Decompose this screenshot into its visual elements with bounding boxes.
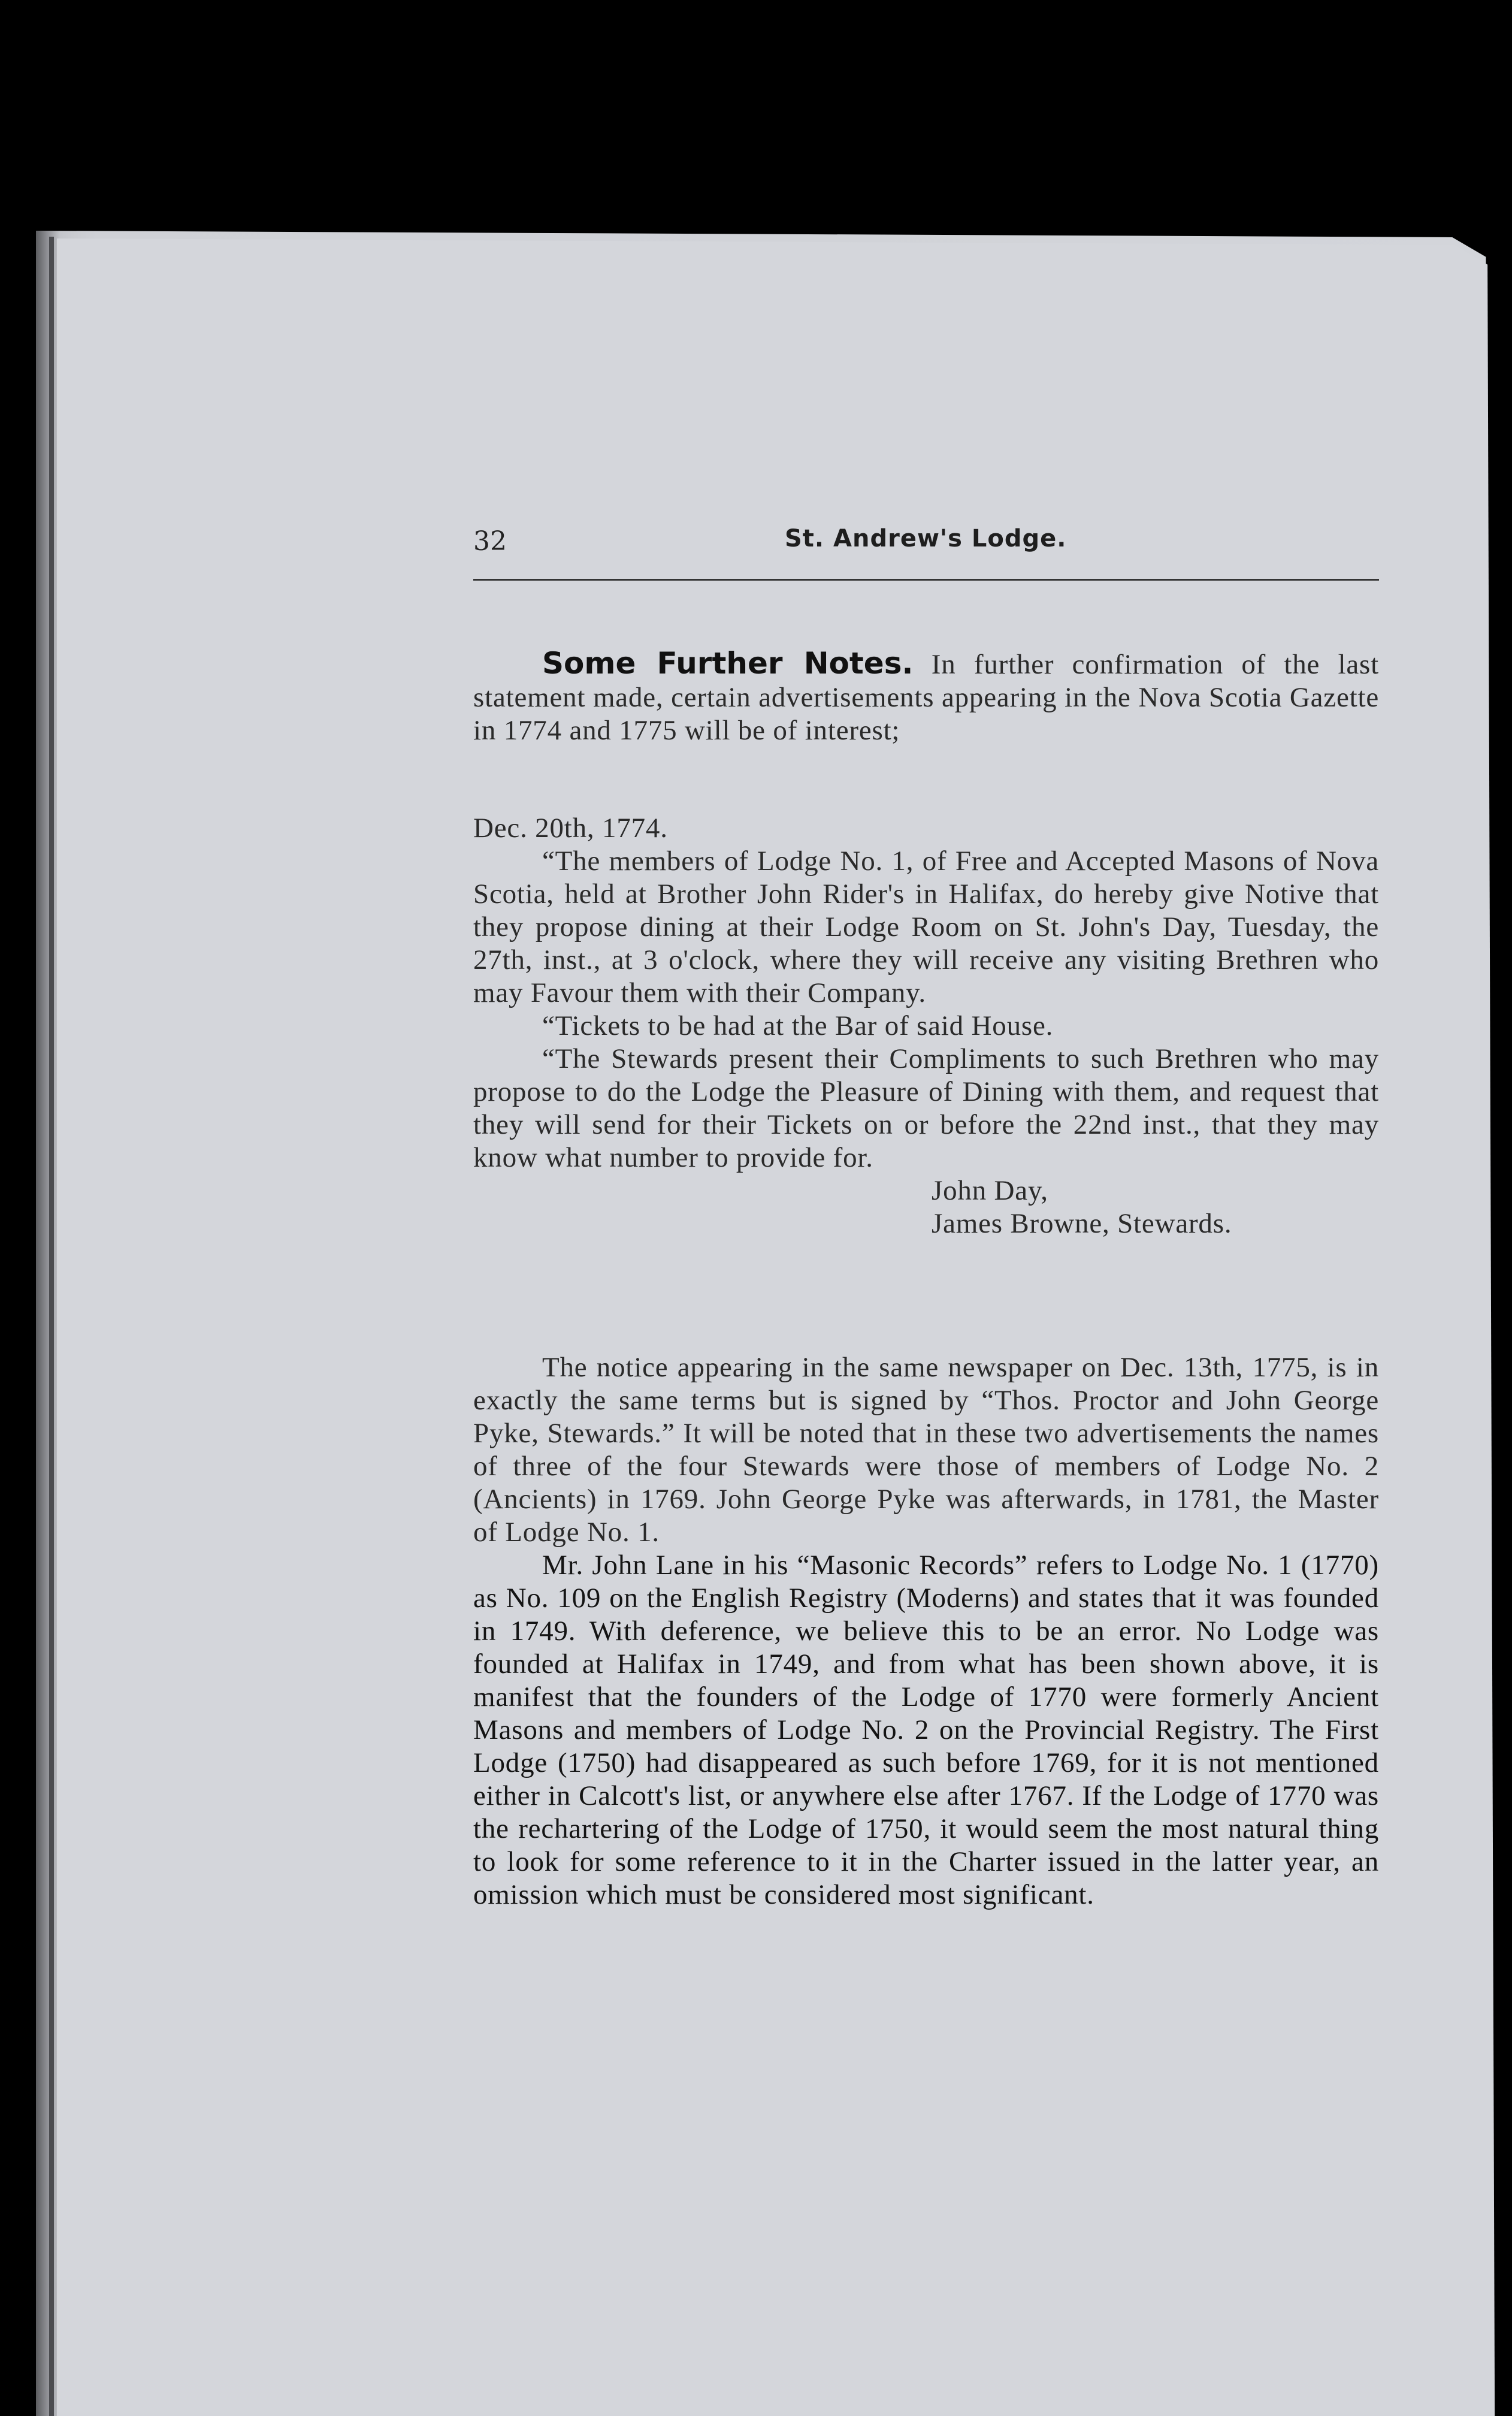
signature-james-browne: James Browne, Stewards. — [932, 1208, 1232, 1239]
page-number: 32 — [473, 526, 507, 557]
page-edge — [49, 237, 54, 2416]
intro-text: In further confirmation of the last statement made, certain advertisements appearing in the Nova Scotia Gazette in 1774 and 1775 will be of interest; — [473, 649, 1379, 746]
notice-paragraph-2: “Tickets to be had at the Bar of said House. — [542, 1010, 1054, 1041]
header-rule — [473, 579, 1379, 581]
section-lead: Some Further Notes. — [542, 646, 914, 681]
body-paragraph-2: Mr. John Lane in his “Masonic Records” refers to Lodge No. 1 (1770) as No. 109 on the English Registry (Moderns) and states that it was founded in 1749. With deference, we believe this to be an error. No Lodge was founded at Halifax in 1749, and from what has been shown above, it is manifest that the founders of the Lodge of 1770 were formerly Ancient Masons and members of Lodge No. 2 on the Provincial Registry. The First Lodge (1750) had disappeared as such before 1769, for it is not mentioned either in Calcott's list, or anywhere else after 1767. If the Lodge of 1770 was the rechartering of the Lodge of 1750, it would seem the most natural thing to look for some reference to it in the Charter issued in the latter year, an omission which must be considered most significant. — [473, 1550, 1379, 1910]
body-block — [473, 1351, 1379, 1911]
signature-john-day: John Day, — [932, 1175, 1048, 1206]
intro-block — [473, 647, 1379, 747]
body-paragraph-1: The notice appearing in the same newspaper on Dec. 13th, 1775, is in exactly the same terms but is signed by “Thos. Proctor and John George Pyke, Stewards.” It will be noted that in these two advertisements the names of three of the four Stewards were those of members of Lodge No. 2 (Ancients) in 1769. John George Pyke was afterwards, in 1781, the Master of Lodge No. 1. — [473, 1352, 1379, 1548]
notice-block — [473, 812, 1379, 1240]
intro-paragraph — [473, 647, 1379, 747]
page-header — [473, 521, 1378, 569]
notice-date: Dec. 20th, 1774. — [473, 813, 668, 844]
running-head: St. Andrew's Lodge. — [785, 525, 1067, 552]
notice-paragraph-1: “The members of Lodge No. 1, of Free and Accepted Masons of Nova Scotia, held at Brother John Rider's in Halifax, do hereby give Notive that they propose dining at their Lodge Room on St. John's Day, Tuesday, the 27th, inst., at 3 o'clock, where they will receive any visiting Brethren who may Favour them with their Company. — [473, 845, 1379, 1008]
notice-paragraph-3: “The Stewards present their Compliments to such Brethren who may propose to do the Lodge the Pleasure of Dining with them, and request that they will send for their Tickets on or before the 22nd inst., that they may know what number to provide for. — [473, 1043, 1379, 1173]
